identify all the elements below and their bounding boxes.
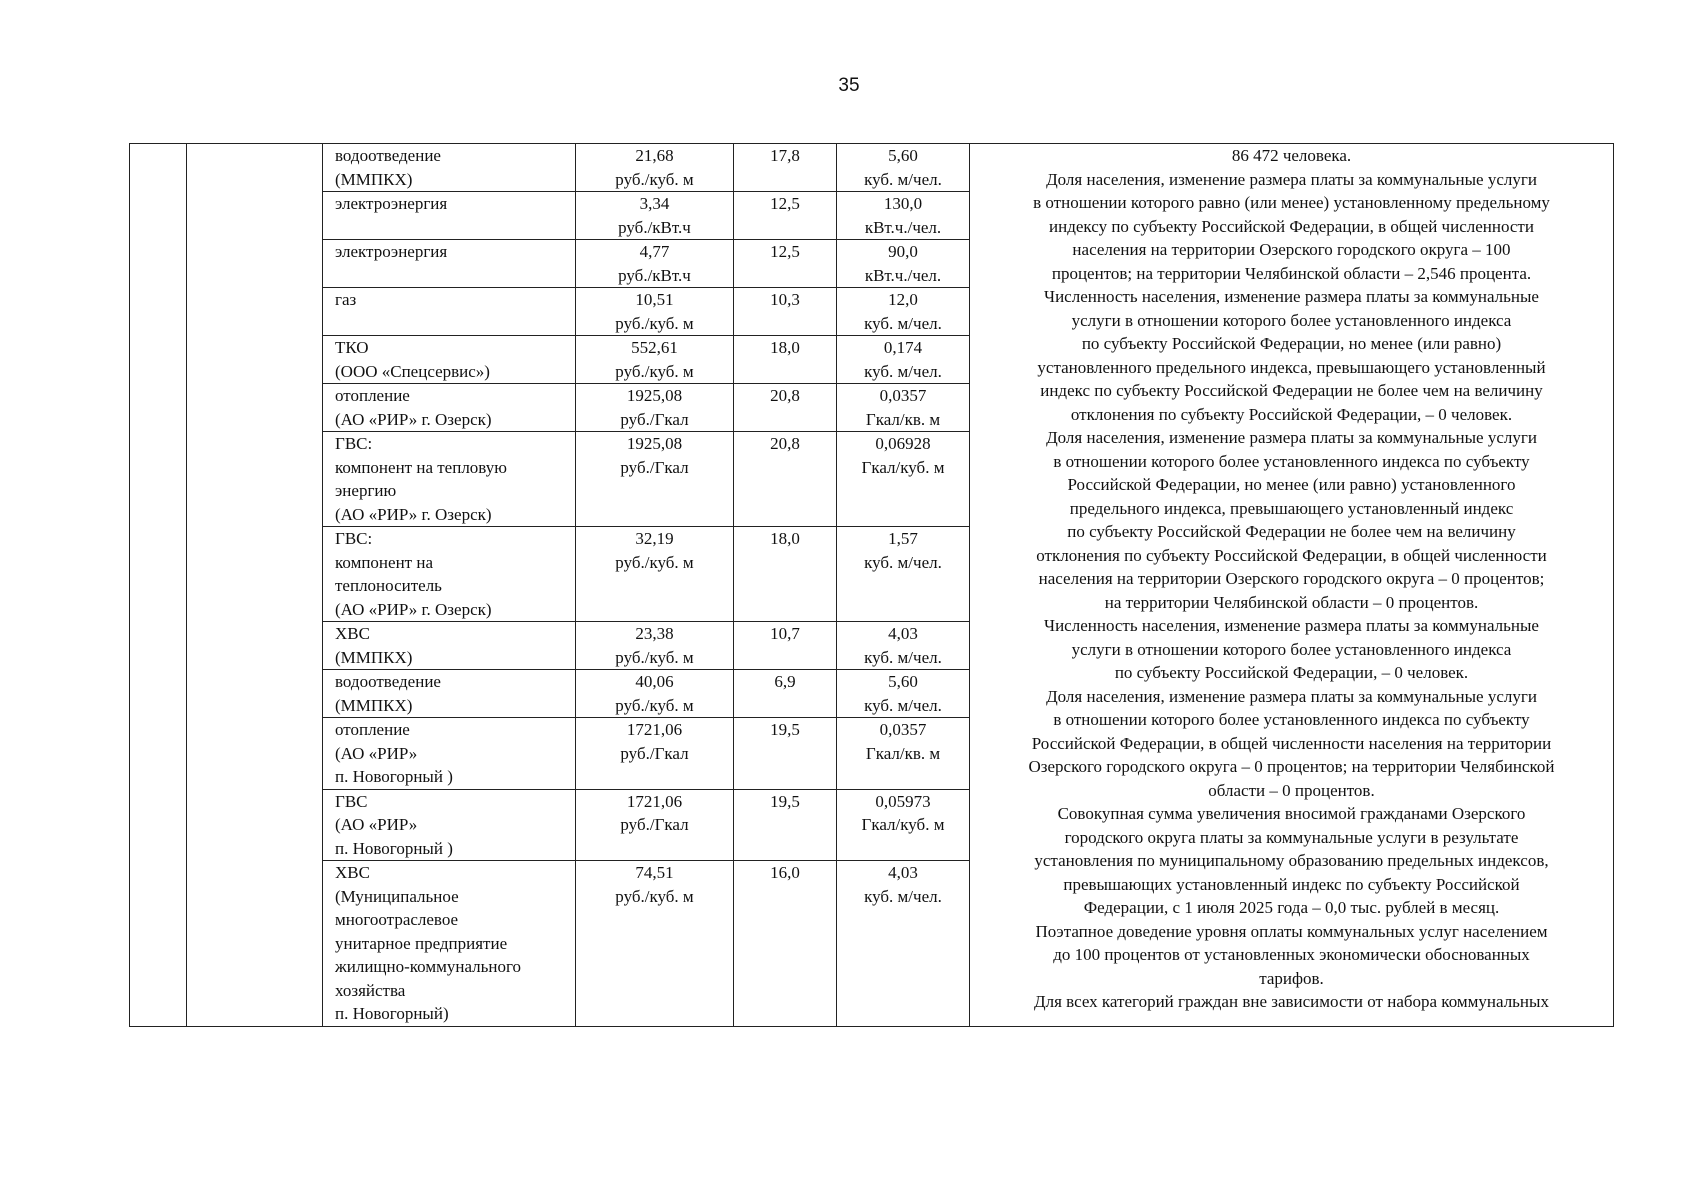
- description-cell: [970, 144, 1614, 1027]
- description-line: отклонения по субъекту Российской Федерации, в общей численности: [1036, 545, 1547, 565]
- service-name-cell: [323, 144, 576, 192]
- description-line: Для всех категорий граждан вне зависимости от набора коммунальных: [1034, 992, 1549, 1011]
- name-line: хозяйства: [335, 980, 406, 1000]
- tariff-cell: [576, 718, 734, 790]
- index-value: 19,5: [770, 791, 800, 811]
- name-line: многоотраслевое: [335, 910, 459, 929]
- description-line: Поэтапное доведение уровня оплаты коммунальных услуг населением: [1035, 921, 1548, 941]
- price-line: руб./кВт.ч: [618, 217, 691, 237]
- name-line: ХВС: [335, 624, 370, 643]
- price-line: руб./Гкал: [620, 409, 689, 429]
- price-line: 1721,06: [626, 720, 683, 739]
- norm-line: 0,0357: [879, 720, 927, 739]
- tariff-cell: [576, 670, 734, 718]
- service-name-cell: [323, 192, 576, 240]
- description-line: по субъекту Российской Федерации не более чем на величину: [1067, 522, 1516, 541]
- name-line: (АО «РИР» г. Озерск): [335, 409, 492, 429]
- description-line: услуги в отношении которого более установленного индекса: [1071, 639, 1512, 659]
- norm-line: 4,03: [888, 624, 918, 643]
- norm-line: Гкал/куб. м: [861, 815, 945, 834]
- norm-cell: [837, 384, 970, 432]
- norm-line: 1,57: [888, 529, 918, 548]
- index-value: 20,8: [770, 434, 800, 453]
- name-line: (ООО «Спецсервис»): [335, 361, 490, 381]
- empty-cell-2: [187, 144, 323, 1027]
- name-line: компонент на тепловую: [335, 457, 507, 477]
- index-value: 10,3: [770, 290, 800, 309]
- norm-line: 4,03: [888, 863, 918, 882]
- price-line: руб./куб. м: [615, 647, 694, 667]
- service-name-cell: [323, 336, 576, 384]
- norm-line: 0,05973: [875, 791, 931, 811]
- name-line: ТКО: [335, 338, 369, 357]
- name-line: (АО «РИР» г. Озерск): [335, 504, 492, 524]
- price-line: руб./куб. м: [615, 552, 694, 572]
- name-line: п. Новогорный ): [335, 767, 453, 786]
- tariff-cell: [576, 622, 734, 670]
- index-value: 20,8: [770, 386, 800, 405]
- table-row: [130, 144, 1614, 192]
- description-line: до 100 процентов от установленных экономически обоснованных: [1053, 945, 1530, 964]
- description-line: области – 0 процентов.: [1208, 780, 1375, 800]
- name-line: (ММПКХ): [335, 169, 413, 189]
- service-name-cell: [323, 789, 576, 861]
- price-line: 1721,06: [626, 791, 683, 811]
- service-name-cell: [323, 670, 576, 718]
- description-line: Доля населения, изменение размера платы за коммунальные услуги: [1046, 686, 1537, 706]
- description-line: Российской Федерации, в общей численности населения на территории: [1031, 733, 1552, 753]
- norm-cell: [837, 336, 970, 384]
- tariff-table: [129, 143, 1614, 1027]
- tariff-cell: [576, 861, 734, 1027]
- index-value: 18,0: [770, 338, 800, 357]
- norm-line: куб. м/чел.: [864, 647, 942, 667]
- price-line: 1925,08: [626, 434, 683, 453]
- description-line: Численность населения, изменение размера платы за коммунальные: [1044, 616, 1539, 635]
- norm-line: куб. м/чел.: [864, 695, 942, 715]
- name-line: компонент на: [335, 552, 433, 572]
- empty-cell-1: [130, 144, 187, 1027]
- description-line: услуги в отношении которого более установленного индекса: [1071, 310, 1512, 330]
- name-line: (АО «РИР» г. Озерск): [335, 599, 492, 619]
- norm-line: 130,0: [883, 194, 923, 213]
- price-line: 40,06: [635, 672, 674, 691]
- price-line: 3,34: [639, 194, 670, 213]
- price-line: 552,61: [631, 338, 678, 357]
- table-body: [130, 144, 1614, 1027]
- service-name-cell: [323, 432, 576, 527]
- price-line: 4,77: [639, 242, 670, 261]
- name-line: газ: [335, 290, 357, 309]
- index-cell: [734, 432, 837, 527]
- index-cell: [734, 670, 837, 718]
- name-line: п. Новогорный): [335, 1004, 449, 1023]
- name-line: отопление: [335, 720, 410, 739]
- price-line: руб./Гкал: [620, 815, 689, 834]
- name-line: ГВС: [335, 791, 368, 811]
- norm-line: 0,0357: [879, 386, 927, 405]
- norm-line: 5,60: [888, 672, 918, 691]
- description-line: Доля населения, изменение размера платы за коммунальные услуги: [1046, 169, 1537, 189]
- norm-cell: [837, 718, 970, 790]
- norm-cell: [837, 789, 970, 861]
- name-line: (ММПКХ): [335, 695, 413, 715]
- name-line: электроэнергия: [335, 242, 448, 261]
- norm-cell: [837, 144, 970, 192]
- price-line: руб./куб. м: [615, 886, 694, 906]
- index-value: 10,7: [770, 624, 800, 643]
- tariff-cell: [576, 527, 734, 622]
- norm-cell: [837, 240, 970, 288]
- index-cell: [734, 861, 837, 1027]
- norm-line: куб. м/чел.: [864, 552, 942, 572]
- index-value: 12,5: [770, 194, 800, 213]
- norm-line: 90,0: [888, 242, 918, 261]
- index-cell: [734, 789, 837, 861]
- price-line: руб./куб. м: [615, 169, 694, 189]
- tariff-cell: [576, 384, 734, 432]
- price-line: руб./Гкал: [620, 743, 689, 763]
- description-line: Российской Федерации, но менее (или равно) установленного: [1067, 475, 1516, 494]
- norm-line: Гкал/куб. м: [861, 457, 945, 477]
- name-line: энергию: [335, 481, 397, 500]
- service-name-cell: [323, 240, 576, 288]
- index-cell: [734, 240, 837, 288]
- norm-cell: [837, 622, 970, 670]
- norm-line: 0,174: [883, 338, 923, 357]
- description-line: отклонения по субъекту Российской Федерации, – 0 человек.: [1070, 404, 1513, 424]
- tariff-cell: [576, 789, 734, 861]
- index-value: 19,5: [770, 720, 800, 739]
- index-value: 17,8: [770, 146, 800, 165]
- norm-line: Гкал/кв. м: [865, 409, 941, 429]
- name-line: (ММПКХ): [335, 647, 413, 667]
- index-cell: [734, 192, 837, 240]
- norm-cell: [837, 861, 970, 1027]
- index-cell: [734, 718, 837, 790]
- price-line: 23,38: [635, 624, 674, 643]
- name-line: водоотведение: [335, 146, 441, 165]
- name-line: водоотведение: [335, 672, 441, 691]
- description-line: в отношении которого более установленного индекса по субъекту: [1053, 451, 1530, 471]
- price-line: руб./куб. м: [615, 361, 694, 381]
- name-line: жилищно-коммунального: [335, 957, 522, 976]
- tariff-cell: [576, 336, 734, 384]
- norm-line: 0,06928: [875, 434, 931, 453]
- price-line: 1925,08: [626, 386, 683, 405]
- index-cell: [734, 336, 837, 384]
- index-cell: [734, 144, 837, 192]
- description-line: процентов; на территории Челябинской области – 2,546 процента.: [1051, 263, 1532, 283]
- index-value: 18,0: [770, 529, 800, 548]
- description-line: по субъекту Российской Федерации, но менее (или равно): [1081, 334, 1502, 353]
- page-number: 35: [838, 75, 860, 96]
- description-line: установленного предельного индекса, превышающего установленный: [1037, 357, 1546, 377]
- norm-line: куб. м/чел.: [864, 313, 942, 333]
- price-line: руб./куб. м: [615, 695, 694, 715]
- name-line: (АО «РИР»: [335, 815, 418, 834]
- name-line: отопление: [335, 386, 410, 405]
- service-name-cell: [323, 527, 576, 622]
- service-name-cell: [323, 718, 576, 790]
- name-line: унитарное предприятие: [335, 933, 508, 953]
- norm-line: куб. м/чел.: [864, 886, 942, 906]
- description-line: по субъекту Российской Федерации, – 0 человек.: [1114, 663, 1469, 682]
- index-cell: [734, 384, 837, 432]
- price-line: 74,51: [635, 863, 674, 882]
- description-line: городского округа платы за коммунальные услуги в результате: [1064, 827, 1519, 847]
- norm-line: кВт.ч./чел.: [864, 265, 942, 285]
- description-line: Совокупная сумма увеличения вносимой гражданами Озерского: [1057, 804, 1526, 823]
- norm-line: 5,60: [888, 146, 918, 165]
- norm-line: кВт.ч./чел.: [864, 217, 942, 237]
- norm-line: куб. м/чел.: [864, 361, 942, 381]
- description-line: тарифов.: [1259, 968, 1324, 988]
- index-value: 12,5: [770, 242, 800, 261]
- price-line: 21,68: [635, 146, 674, 165]
- index-value: 6,9: [774, 672, 796, 691]
- description-line: Озерского городского округа – 0 процентов; на территории Челябинской: [1028, 757, 1555, 776]
- description-line: 86 472 человека.: [1231, 146, 1352, 165]
- description-line: превышающих установленный индекс по субъекту Российской: [1063, 874, 1520, 894]
- tariff-cell: [576, 240, 734, 288]
- price-line: руб./Гкал: [620, 457, 689, 477]
- description-line: Численность населения, изменение размера платы за коммунальные: [1044, 287, 1539, 306]
- service-name-cell: [323, 861, 576, 1027]
- description-line: индекс по субъекту Российской Федерации не более чем на величину: [1040, 381, 1543, 400]
- service-name-cell: [323, 622, 576, 670]
- description-line: в отношении которого равно (или менее) установленному предельному: [1033, 193, 1550, 212]
- name-line: (Муниципальное: [335, 886, 459, 906]
- service-name-cell: [323, 288, 576, 336]
- tariff-cell: [576, 288, 734, 336]
- name-line: электроэнергия: [335, 194, 448, 213]
- price-line: 10,51: [635, 290, 674, 309]
- description-line: на территории Челябинской области – 0 процентов.: [1104, 592, 1479, 612]
- index-cell: [734, 527, 837, 622]
- norm-cell: [837, 288, 970, 336]
- price-line: руб./куб. м: [615, 313, 694, 333]
- name-line: ХВС: [335, 863, 370, 882]
- norm-cell: [837, 192, 970, 240]
- index-cell: [734, 622, 837, 670]
- price-line: руб./кВт.ч: [618, 265, 691, 285]
- description-line: предельного индекса, превышающего установленный индекс: [1069, 498, 1514, 518]
- tariff-cell: [576, 144, 734, 192]
- norm-line: 12,0: [888, 290, 918, 309]
- description-line: населения на территории Озерского городского округа – 0 процентов;: [1038, 569, 1545, 588]
- description-line: Федерации, с 1 июля 2025 года – 0,0 тыс. рублей в месяц.: [1083, 898, 1500, 917]
- norm-line: Гкал/кв. м: [865, 743, 941, 763]
- index-value: 16,0: [770, 863, 800, 882]
- norm-cell: [837, 670, 970, 718]
- norm-line: куб. м/чел.: [864, 169, 942, 189]
- description-line: в отношении которого более установленного индекса по субъекту: [1053, 710, 1530, 729]
- name-line: ГВС:: [335, 434, 373, 453]
- description-line: индексу по субъекту Российской Федерации, в общей численности: [1049, 216, 1534, 236]
- norm-cell: [837, 432, 970, 527]
- norm-cell: [837, 527, 970, 622]
- tariff-cell: [576, 432, 734, 527]
- price-line: 32,19: [635, 529, 674, 548]
- name-line: (АО «РИР»: [335, 743, 418, 763]
- description-line: установления по муниципальному образованию предельных индексов,: [1034, 851, 1549, 870]
- description-line: населения на территории Озерского городского округа – 100: [1072, 240, 1511, 259]
- name-line: ГВС:: [335, 529, 373, 548]
- tariff-cell: [576, 192, 734, 240]
- description-line: Доля населения, изменение размера платы за коммунальные услуги: [1046, 428, 1537, 447]
- name-line: п. Новогорный ): [335, 838, 453, 858]
- service-name-cell: [323, 384, 576, 432]
- name-line: теплоноситель: [335, 576, 442, 595]
- index-cell: [734, 288, 837, 336]
